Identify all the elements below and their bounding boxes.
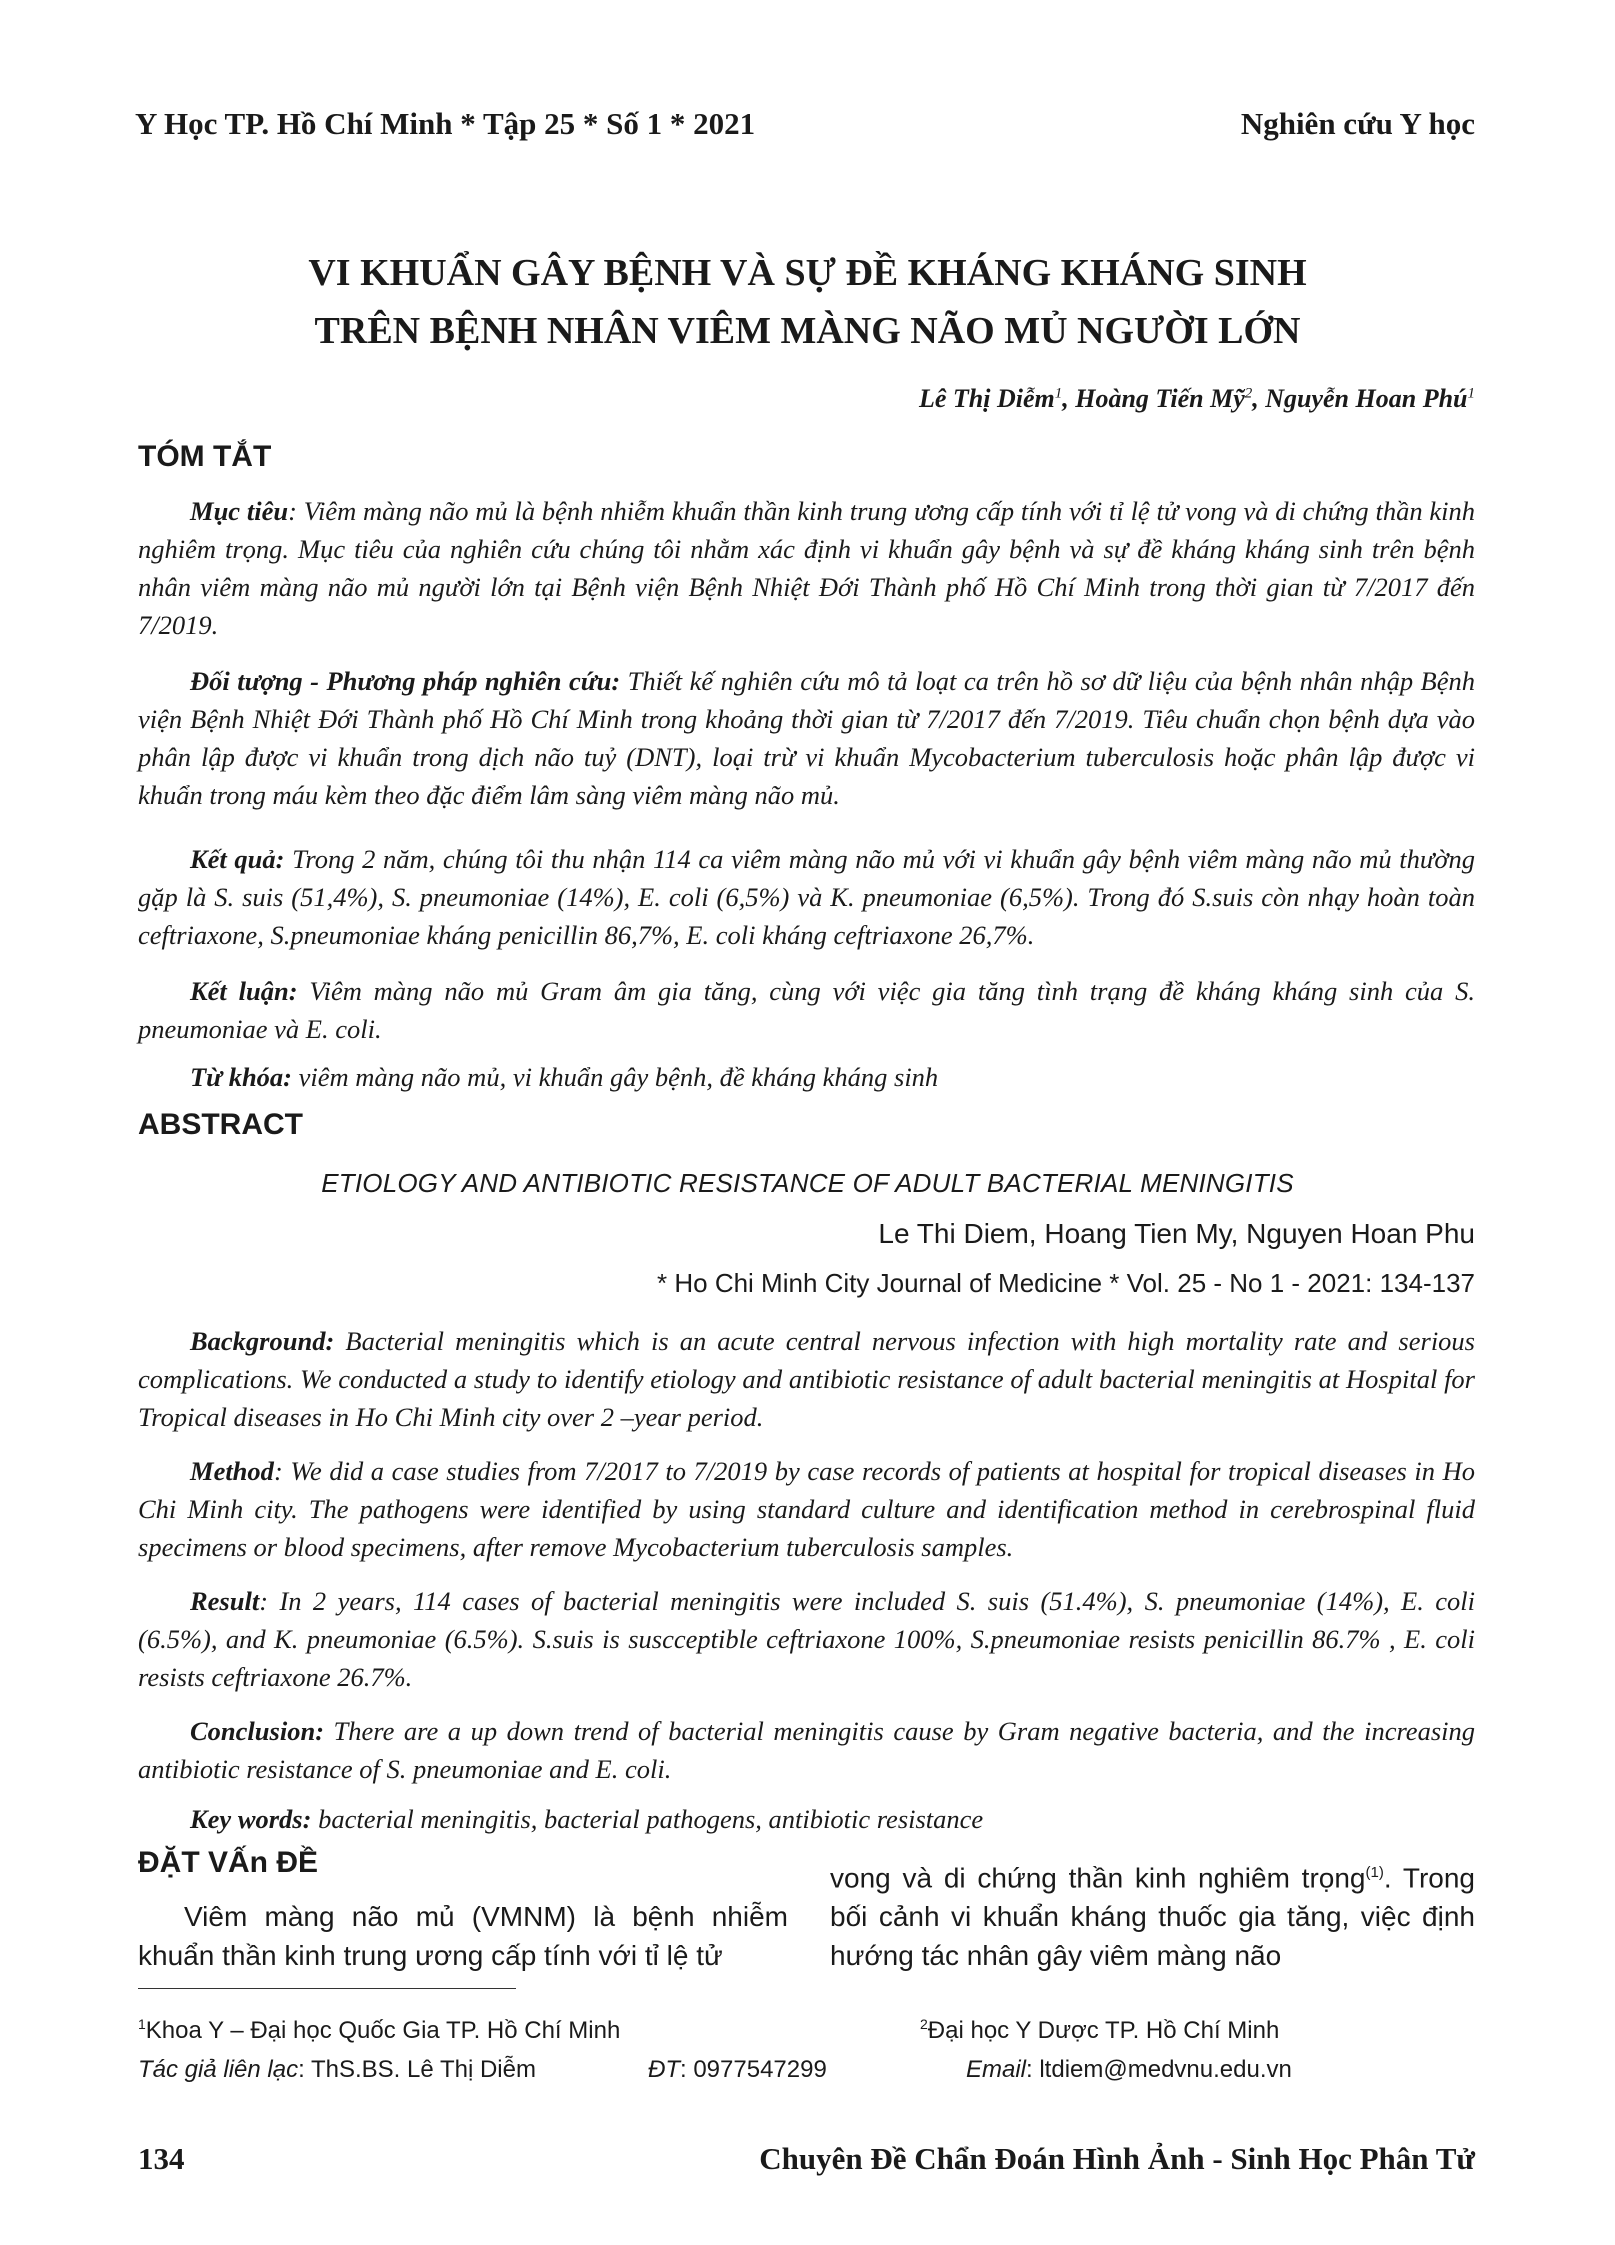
vn-conclusion-paragraph: [138, 972, 1475, 1048]
vn-results-text: Trong 2 năm, chúng tôi thu nhận 114 ca viêm màng não mủ với vi khuẩn gây bệnh viêm màng não mủ thường gặp là S. suis (51,4%), S. pneumoniae (14%), E. coli (6,5%) và K. pneumoniae (6,5%). Trong đó S.suis còn nhạy hoàn toàn ceftriaxone, S.pneumoniae kháng penicillin 86,7%, E. coli kháng ceftriaxone 26,7%.: [138, 844, 1475, 950]
journal-header: Y Học TP. Hồ Chí Minh * Tập 25 * Số 1 * 2021: [135, 106, 756, 141]
body-right-text: vong và di chứng thần kinh nghiêm trọng: [830, 1862, 1366, 1894]
author-affiliation-mark: 1: [1054, 385, 1063, 402]
vn-conclusion-text: Viêm màng não mủ Gram âm gia tăng, cùng với việc gia tăng tình trạng đề kháng kháng sinh của S. pneumoniae và E. coli.: [138, 976, 1476, 1044]
footer-section-title: Chuyên Đề Chẩn Đoán Hình Ảnh - Sinh Học Phân Tử: [759, 2141, 1475, 2176]
en-result-label: Result: [190, 1586, 260, 1616]
body-left-column: [138, 1897, 788, 1975]
vn-results-paragraph: [138, 840, 1475, 954]
en-title: ETIOLOGY AND ANTIBIOTIC RESISTANCE OF ADULT BACTERIAL MENINGITIS: [321, 1168, 1294, 1198]
email-address: [966, 2056, 1292, 2084]
author-name: Lê Thị Diễm: [918, 384, 1055, 413]
author-affiliation-mark: 2: [1244, 385, 1253, 402]
vn-keywords-label: Từ khóa:: [190, 1062, 293, 1092]
vn-keywords-paragraph: [138, 1058, 1475, 1096]
author-name: Nguyễn Hoan Phú: [1265, 384, 1468, 413]
en-keywords-text: bacterial meningitis, bacterial pathogens, antibiotic resistance: [311, 1804, 984, 1834]
en-result-text: : In 2 years, 114 cases of bacterial meningitis were included S. suis (51.4%), S. pneumoniae (14%), E. coli (6.5%), and K. pneumoniae (6.5%). S.suis is suscceptible ceftriaxone 100%, S.pneumoniae resists penicillin 86.7% , E. coli resists ceftriaxone 26.7%.: [138, 1586, 1475, 1692]
en-method-text: : We did a case studies from 7/2017 to 7/2019 by case records of patients at hospital for tropical diseases in Ho Chi Minh city. The pathogens were identified by using standard culture and identification method in cerebrospinal fluid specimens or blood specimens, after remove Mycobacterium tuberculosis samples.: [138, 1456, 1475, 1562]
vn-objective-label: Mục tiêu: [190, 496, 289, 526]
contact-label: Tác giả liên lạc: [138, 2056, 299, 2083]
en-keywords-label: Key words:: [190, 1804, 312, 1834]
paper-title-line-1: VI KHUẨN GÂY BỆNH VÀ SỰ ĐỀ KHÁNG KHÁNG SINH: [308, 252, 1307, 294]
body-right-column: [830, 1853, 1475, 1975]
corresponding-author: [138, 2056, 536, 2084]
author-name: Hoàng Tiến Mỹ: [1075, 384, 1245, 413]
body-left-text: Viêm màng não mủ (VMNM) là bệnh nhiễm khuẩn thần kinh trung ương cấp tính với tỉ lệ tử: [138, 1901, 788, 1971]
vn-methods-label: Đối tượng - Phương pháp nghiên cứu:: [190, 666, 621, 696]
en-author-list: Le Thi Diem, Hoang Tien My, Nguyen Hoan Phu: [878, 1218, 1475, 1249]
en-journal-citation: * Ho Chi Minh City Journal of Medicine * Vol. 25 - No 1 - 2021: 134-137: [657, 1268, 1475, 1298]
affiliation-2: [920, 2016, 1279, 2045]
phone-value: : 0977547299: [680, 2056, 827, 2083]
vn-objective-text: : Viêm màng não mủ là bệnh nhiễm khuẩn thần kinh trung ương cấp tính với tỉ lệ tử vong và di chứng thần kinh nghiêm trọng. Mục tiêu của nghiên cứu chúng tôi nhằm xác định vi khuẩn gây bệnh và sự đề kháng kháng sinh trên bệnh nhân viêm màng não mủ người lớn tại Bệnh viện Bệnh Nhiệt Đới Thành phố Hồ Chí Minh trong thời gian từ 7/2017 đến 7/2019.: [138, 496, 1476, 640]
footnote-divider: [138, 1988, 516, 1989]
paper-title-line-2: TRÊN BỆNH NHÂN VIÊM MÀNG NÃO MỦ NGƯỜI LỚN: [314, 310, 1301, 352]
introduction-heading: ĐẶT VẤn ĐỀ: [138, 1846, 318, 1879]
en-abstract-heading: ABSTRACT: [138, 1108, 303, 1141]
en-conclusion-label: Conclusion:: [190, 1716, 325, 1746]
vn-conclusion-label: Kết luận:: [190, 976, 298, 1006]
section-header: Nghiên cứu Y học: [1240, 106, 1475, 141]
en-background-text: Bacterial meningitis which is an acute central nervous infection with high mortality rate and serious complications. We conducted a study to identify etiology and antibiotic resistance of adult bacterial meningitis at Hospital for Tropical diseases in Ho Chi Minh city over 2 –year period.: [138, 1326, 1475, 1432]
page-number: 134: [138, 2141, 185, 2176]
en-conclusion-paragraph: [138, 1712, 1475, 1788]
citation-ref: (1): [1365, 1864, 1384, 1881]
phone-number: [648, 2056, 827, 2084]
en-conclusion-text: There are a up down trend of bacterial meningitis cause by Gram negative bacteria, and the increasing antibiotic resistance of S. pneumoniae and E. coli.: [138, 1716, 1475, 1784]
affiliation-mark: 1: [138, 2016, 146, 2032]
phone-label: ĐT: [648, 2056, 680, 2083]
vn-methods-paragraph: [138, 662, 1475, 814]
en-method-paragraph: [138, 1452, 1475, 1566]
en-keywords-paragraph: [138, 1800, 1475, 1838]
author-list: Lê Thị Diễm$^1$, Hoàng Tiến Mỹ$^2$, Nguyễn Hoan Phú$^1$: [918, 384, 1475, 413]
vn-objective-paragraph: [138, 492, 1475, 644]
vn-abstract-heading: TÓM TẮT: [138, 440, 272, 473]
en-method-label: Method: [190, 1456, 274, 1486]
vn-methods-text: Thiết kế nghiên cứu mô tả loạt ca trên hồ sơ dữ liệu của bệnh nhân nhập Bệnh viện Bệnh Nhiệt Đới Thành phố Hồ Chí Minh trong khoảng thời gian từ 7/2017 đến 7/2019. Tiêu chuẩn chọn bệnh dựa vào phân lập được vi khuẩn trong dịch não tuỷ (DNT), loại trừ vi khuẩn Mycobacterium tuberculosis hoặc phân lập được vi khuẩn trong máu kèm theo đặc điểm lâm sàng viêm màng não mủ.: [138, 666, 1475, 810]
affiliation-text: Đại học Y Dược TP. Hồ Chí Minh: [927, 2017, 1280, 2044]
author-affiliation-mark: 1: [1467, 385, 1475, 402]
email-value: : ltdiem@medvnu.edu.vn: [1026, 2056, 1292, 2083]
contact-value: : ThS.BS. Lê Thị Diễm: [298, 2056, 536, 2083]
email-label: Email: [966, 2056, 1027, 2083]
body-right-text-cont: . Trong bối cảnh vi khuẩn kháng thuốc gia tăng, việc định hướng tác nhân gây viêm màng não: [830, 1862, 1475, 1972]
affiliation-mark: 2: [920, 2016, 928, 2032]
en-background-paragraph: [138, 1322, 1475, 1436]
en-background-label: Background:: [190, 1326, 335, 1356]
en-result-paragraph: [138, 1582, 1475, 1696]
affiliation-1: [138, 2016, 620, 2045]
vn-results-label: Kết quả:: [190, 844, 285, 874]
vn-keywords-text: viêm màng não mủ, vi khuẩn gây bệnh, đề kháng kháng sinh: [292, 1062, 939, 1092]
affiliation-text: Khoa Y – Đại học Quốc Gia TP. Hồ Chí Minh: [145, 2017, 621, 2044]
